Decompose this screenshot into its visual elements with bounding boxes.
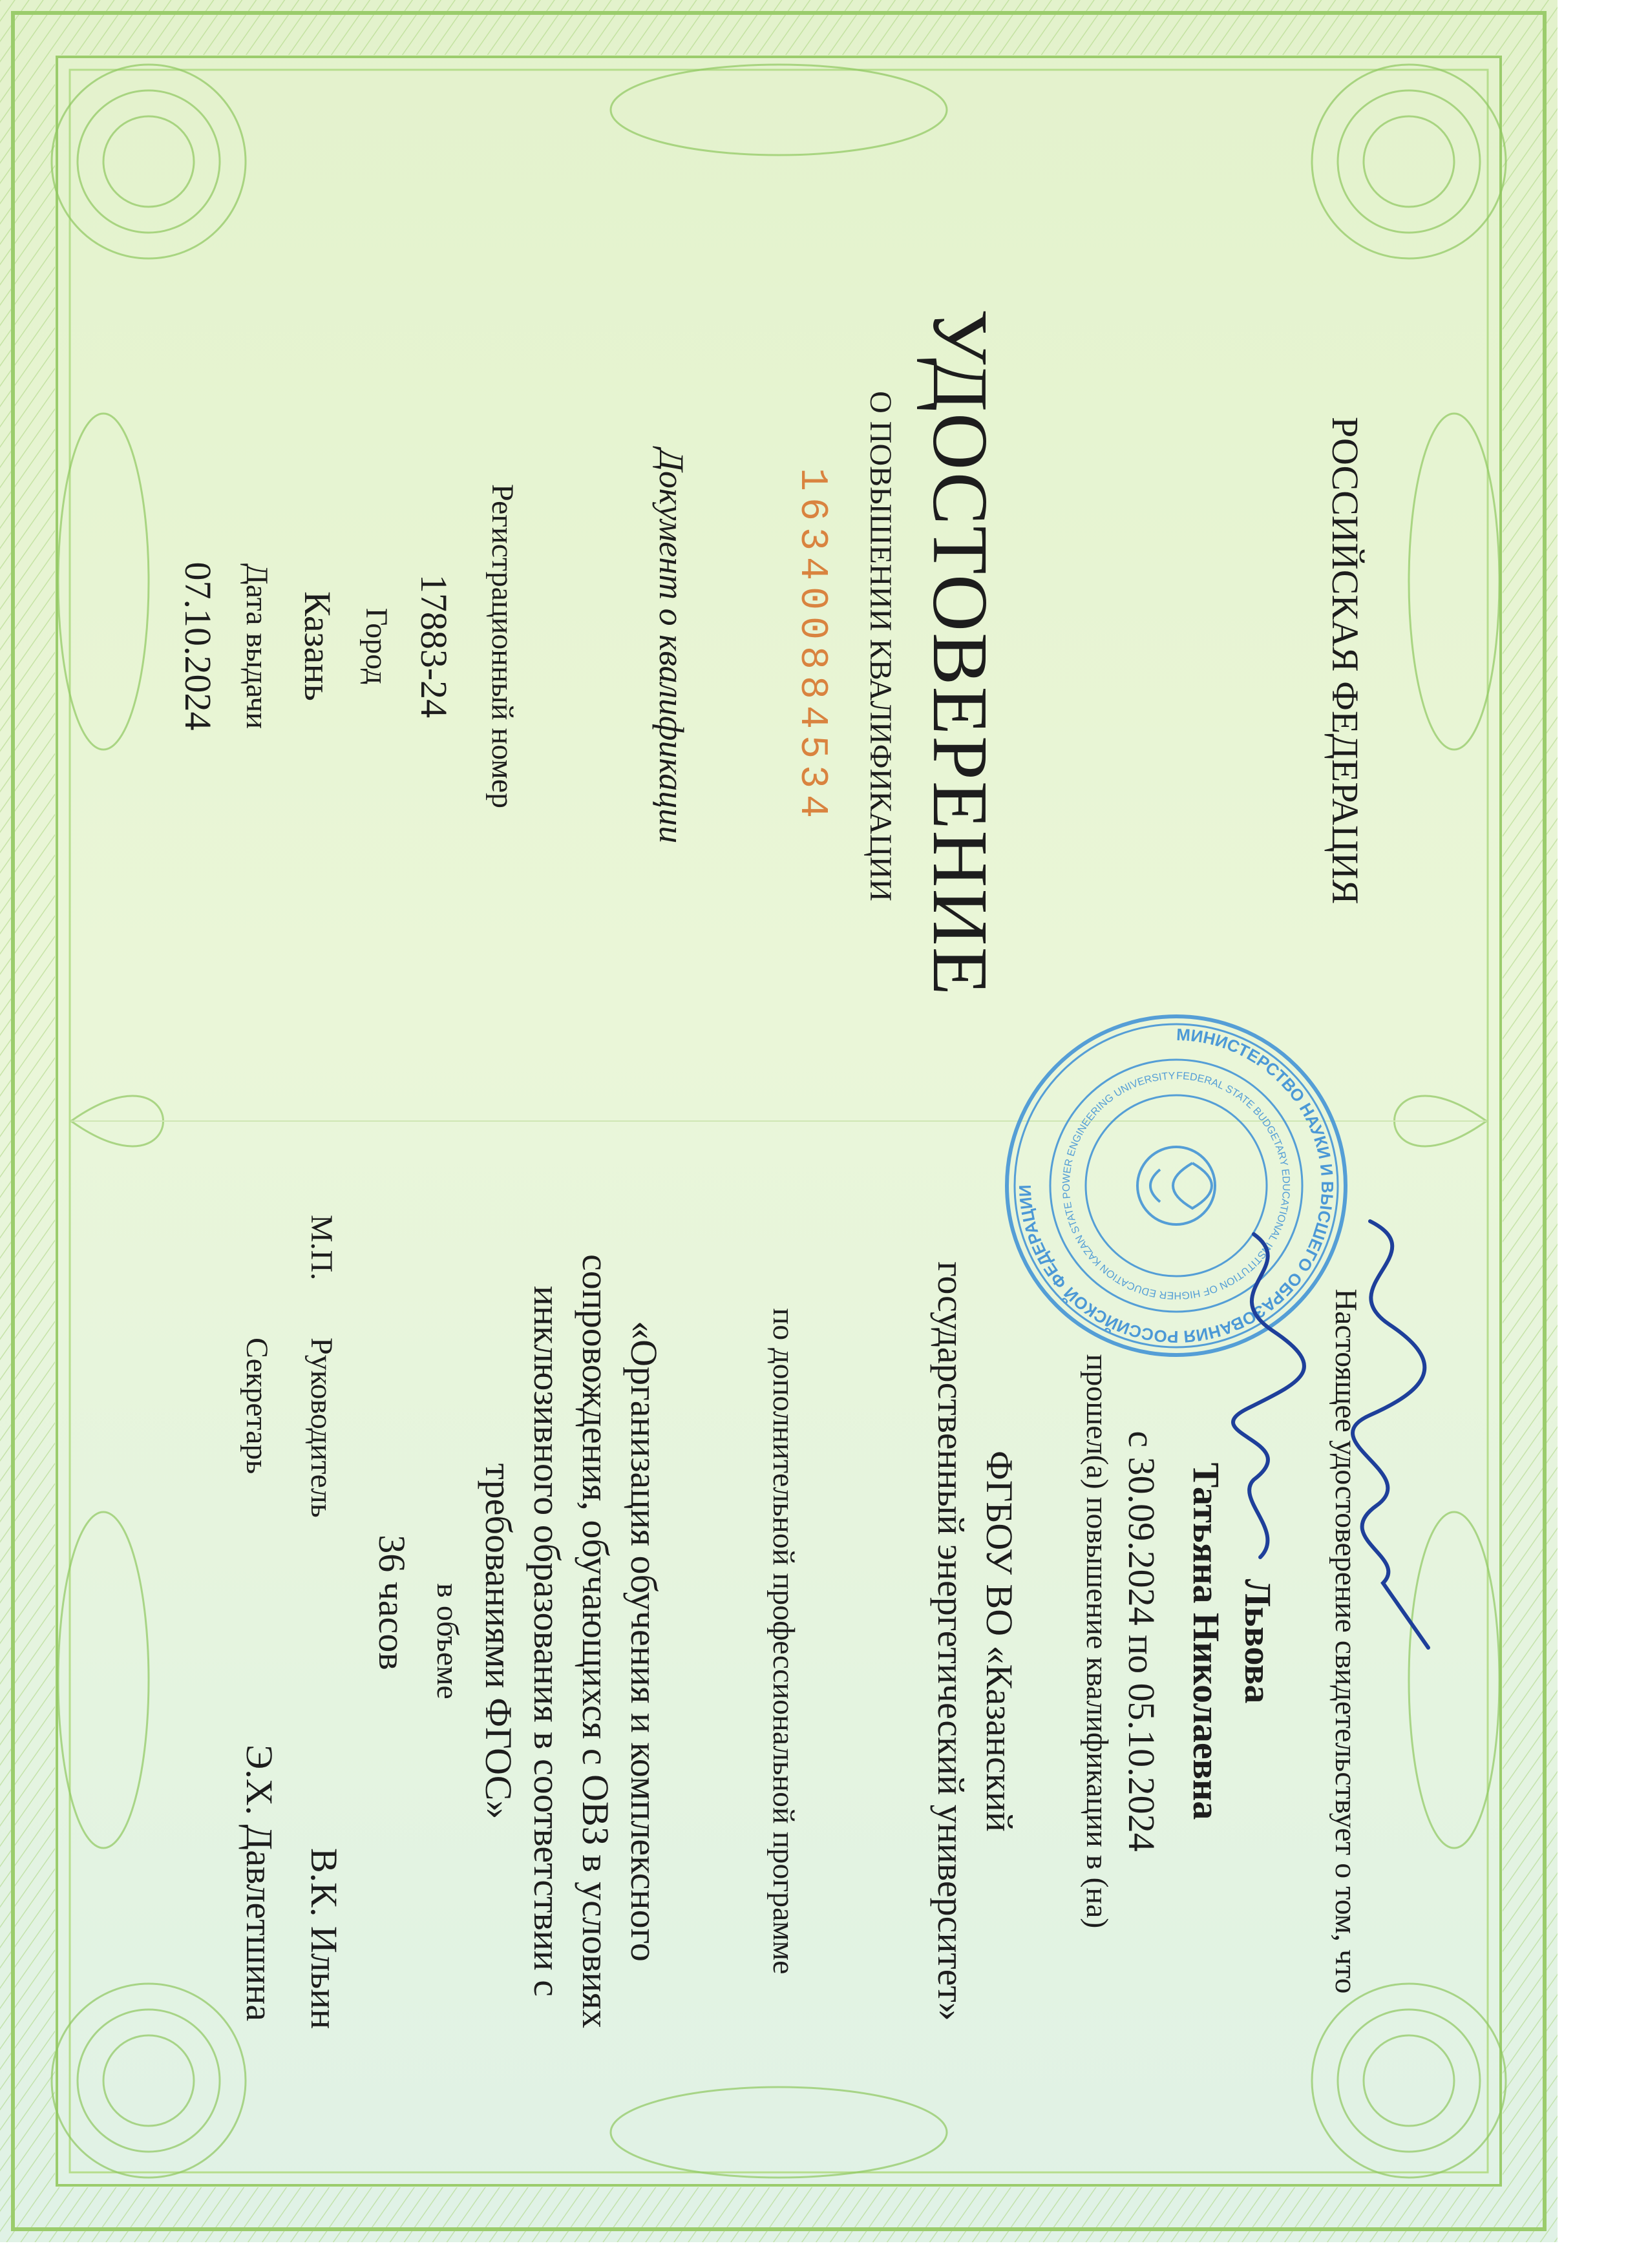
head-label: Руководитель (304, 1338, 339, 1518)
registration-number: 17883-24 (413, 574, 455, 719)
program-line-4: требованиями ФГОС» (478, 1463, 520, 1820)
program-line-2: сопровождения, обучающихся с ОВЗ в условиях (575, 1254, 617, 2028)
seal-mark-mp: М.П. (304, 1215, 339, 1281)
volume-hours: 36 часов (371, 1535, 413, 1670)
volume-label: в объеме (430, 1583, 465, 1699)
secretary-signature (1233, 1234, 1304, 1557)
certificate-subtitle: О ПОВЫШЕНИИ КВАЛИФИКАЦИИ (863, 391, 898, 901)
recipient-given-names: Татьяна Николаевна (1185, 1462, 1227, 1820)
issue-date-value: 07.10.2024 (177, 562, 219, 731)
program-intro: по дополнительной профессиональной программе (766, 1308, 801, 1975)
program-line-1: «Организация обучения и комплексного (623, 1321, 665, 1962)
program-line-3: инклюзивного образования в соответствии с (526, 1285, 568, 1997)
country-label: РОССИЙСКАЯ ФЕДЕРАЦИЯ (1324, 417, 1366, 905)
recipient-surname: Львова (1237, 1579, 1279, 1704)
serial-number: 163400884534 (790, 467, 834, 825)
signatures (1176, 1195, 1448, 1680)
city-value: Казань (297, 591, 339, 701)
organization-line-1: ФГБОУ ВО «Казанский (978, 1451, 1020, 1832)
document-type: Документ о квалификации (652, 448, 691, 844)
head-signature (1353, 1221, 1428, 1648)
seal-ring-text-ru: МИНИСТЕРСТВО НАУКИ И ВЫСШЕГО ОБРАЗОВАНИЯ РОССИЙСКОЙ ФЕДЕРАЦИИ (1015, 1024, 1338, 1347)
certificate-title: УДОСТОВЕРЕНИЕ (916, 308, 1004, 997)
passed-text: прошел(а) повышение квалификации в (на) (1080, 1354, 1114, 1929)
organization-line-2: государственный энергетический университет» (930, 1261, 972, 2021)
head-name: В.К. Ильин (303, 1848, 345, 2030)
city-label: Город (359, 607, 394, 685)
registration-label: Регистрационный номер (485, 483, 520, 809)
seal-ring-text-en: FEDERAL STATE BUDGETARY EDUCATIONAL INSTITUTION OF HIGHER EDUCATION KAZAN STATE POWER ENGINEERING UNIVERSITY (1061, 1070, 1292, 1301)
issue-date-label: Дата выдачи (240, 563, 274, 730)
secretary-name: Э.Х. Давлетшина (238, 1745, 280, 2022)
intro-text: Настоящее удостоверение свидетельствует о том, что (1329, 1288, 1363, 1994)
training-period: с 30.09.2024 по 05.10.2024 (1121, 1431, 1163, 1852)
secretary-label: Секретарь (240, 1338, 274, 1475)
